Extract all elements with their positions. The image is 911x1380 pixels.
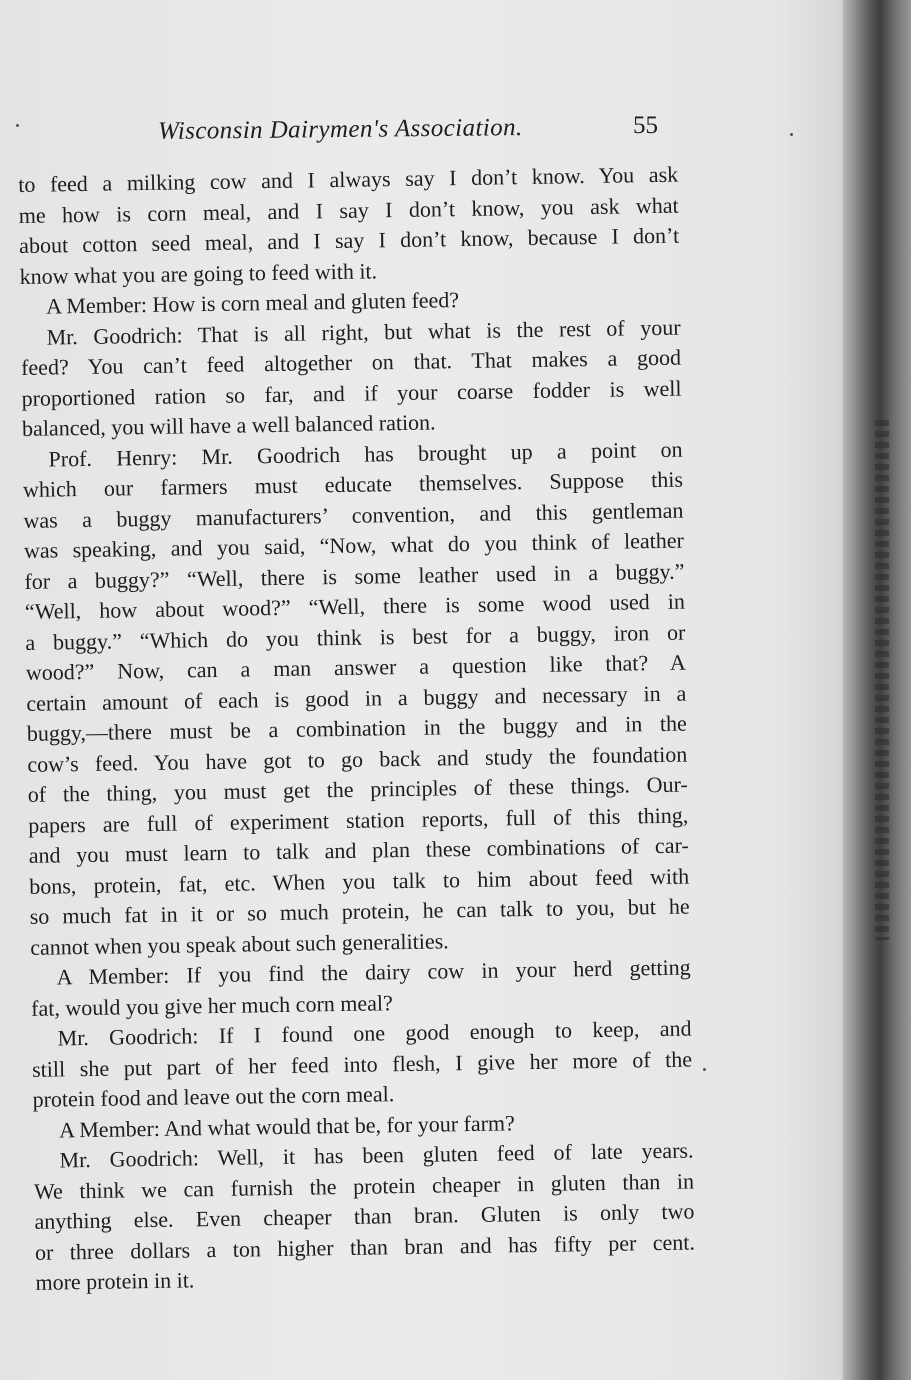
text-line: buggy,—there must be a combination in the buggy and in the (26, 710, 687, 746)
text-line: which our farmers must educate themselves. Suppose this (22, 466, 684, 502)
text-line: anything else. Even cheaper than bran. Gluten is only two (34, 1198, 695, 1234)
text-line: cannot when you speak about such generalities. (30, 927, 449, 960)
text-line: Mr. Goodrich: If I found one good enough to keep, and (57, 1015, 692, 1051)
text-line: bons, protein, fat, etc. When you talk to him about feed with (29, 863, 690, 899)
body-text (18, 160, 696, 1299)
text-line: know what you are going to feed with it. (19, 257, 378, 289)
binding-spine-lettering (875, 420, 889, 940)
text-line: A Member: How is corn meal and gluten feed? (45, 287, 460, 319)
text-line: Prof. Henry: Mr. Goodrich has brought up a point on (48, 436, 683, 472)
book-binding-edge (843, 0, 911, 1380)
text-line: cow’s feed. You have got to go back and study the foundation (27, 741, 688, 777)
text-line: so much fat in it or so much protein, he can talk to you, but he (29, 893, 690, 929)
print-speck (703, 1068, 706, 1071)
text-line: Mr. Goodrich: That is all right, but what is the rest of your (46, 314, 681, 350)
text-line: was speaking, and you said, “Now, what do you think of leather (23, 527, 685, 563)
print-speck (790, 133, 793, 136)
text-line: or three dollars a ton higher than bran and has fifty per cent. (34, 1229, 696, 1265)
page-number: 55 (633, 112, 658, 139)
text-line: fat, would you give her much corn meal? (30, 989, 393, 1021)
text-line: of the thing, you must get the principles of these things. Our- (27, 771, 688, 807)
text-line: about cotton seed meal, and I say I don’t know, because I don’t (18, 222, 680, 258)
text-line: balanced, you will have a well balanced ration. (21, 409, 436, 441)
text-line: proportioned ration so far, and if your coarse fodder is well (21, 375, 682, 411)
text-line: “Well, how about wood?” “Well, there is some wood used in (24, 588, 686, 624)
text-line: A Member: If you find the dairy cow in your herd getting (56, 954, 691, 990)
text-line: and you must learn to talk and plan these combinations of car- (28, 832, 689, 868)
text-line: feed? You can’t feed altogether on that. That makes a good (20, 344, 682, 380)
text-line: protein food and leave out the corn meal. (32, 1081, 395, 1112)
text-line: papers are full of experiment station reports, full of this thing, (28, 802, 689, 838)
text-line: certain amount of each is good in a buggy and necessary in a (26, 680, 687, 716)
text-line: Mr. Goodrich: Well, it has been gluten feed of late years. (59, 1137, 694, 1173)
text-line: me how is corn meal, and I say I don’t know, you ask what (18, 192, 679, 228)
running-title: Wisconsin Dairymen's Association. (157, 114, 523, 145)
text-line: A Member: And what would that be, for your farm? (58, 1109, 515, 1142)
text-line: wood?” Now, can a man answer a question like that? A (25, 649, 687, 685)
text-line: a buggy.” “Which do you think is best for a buggy, iron or (25, 619, 686, 655)
text-line: was a buggy manufacturers’ convention, and this gentleman (23, 497, 684, 533)
text-line: to feed a milking cow and I always say I don’t know. You ask (18, 161, 679, 197)
text-line: more protein in it. (35, 1267, 195, 1295)
text-line: still she put part of her feed into flesh, I give her more of the (31, 1046, 693, 1082)
print-speck (16, 124, 19, 127)
text-line: We think we can furnish the protein cheaper in gluten than in (33, 1168, 695, 1204)
text-line: for a buggy?” “Well, there is some leather used in a buggy.” (24, 558, 685, 594)
page-header (0, 112, 830, 152)
